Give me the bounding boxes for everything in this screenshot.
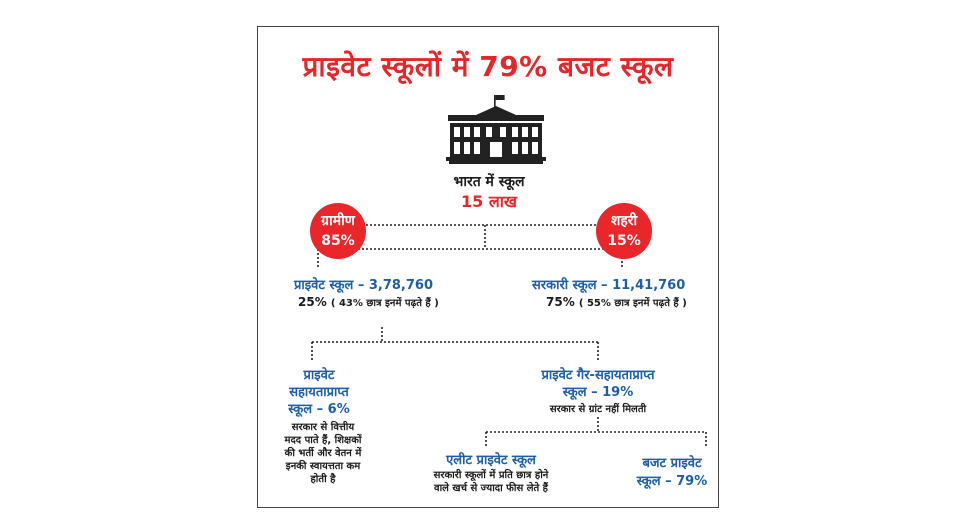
elite-desc-line: वाले खर्च से ज्यादा फीस लेते हैं — [434, 483, 548, 494]
aided-desc-line: सरकार से वित्तीय — [291, 422, 355, 433]
government-note: ( 55% छात्र इनमें पढ़ते हैं ) — [578, 298, 687, 309]
rural-badge — [310, 203, 366, 259]
unaided-description: सरकार से ग्रांट नहीं मिलती — [549, 404, 647, 415]
private-summary — [298, 295, 439, 309]
government-summary — [546, 295, 687, 309]
aided-desc-line: मदद पाते हैं, शिक्षकों — [284, 435, 362, 446]
root-value: 15 लाख — [461, 192, 517, 211]
budget-line1: बजट प्राइवेट — [642, 456, 702, 471]
elite-label: एलीट प्राइवेट स्कूल — [446, 453, 536, 468]
government-share: 75% — [546, 295, 575, 309]
aided-heading — [258, 367, 380, 418]
urban-label: शहरी — [610, 213, 638, 229]
budget-heading — [628, 455, 716, 491]
budget-line2: स्कूल – 79% — [636, 474, 708, 489]
elite-desc-line: सरकारी स्कूलों में प्रति छात्र होने — [433, 470, 549, 481]
aided-line2: सहायताप्राप्त — [289, 385, 349, 400]
aided-desc-line: इनकी स्वायत्तता कम — [285, 461, 361, 472]
elite-description — [396, 469, 586, 495]
rural-label: ग्रामीण — [321, 213, 355, 229]
school-building-icon — [446, 93, 546, 165]
root-label: भारत में स्कूल — [453, 174, 525, 190]
aided-line3: स्कूल – 6% — [288, 402, 350, 417]
infographic-frame — [257, 26, 719, 508]
aided-desc-line: होती है — [310, 474, 336, 485]
private-label: प्राइवेट स्कूल – 3,78,760 — [294, 278, 434, 293]
unaided-line2: स्कूल – 19% — [562, 385, 634, 400]
urban-value: 15% — [607, 233, 641, 249]
government-label: सरकारी स्कूल – 11,41,760 — [532, 278, 686, 293]
aided-desc-line: की भर्ती और वेतन में — [284, 448, 362, 459]
urban-badge — [596, 203, 652, 259]
aided-line1: प्राइवेट — [303, 368, 335, 383]
private-note: ( 43% छात्र इनमें पढ़ते हैं ) — [330, 298, 439, 309]
rural-value: 85% — [321, 233, 355, 249]
unaided-heading — [508, 367, 688, 401]
aided-description — [262, 421, 384, 486]
page-title: प्राइवेट स्कूलों में 79% बजट स्कूल — [302, 50, 674, 83]
unaided-line1: प्राइवेट गैर-सहायताप्राप्त — [541, 368, 655, 383]
private-share: 25% — [298, 295, 327, 309]
